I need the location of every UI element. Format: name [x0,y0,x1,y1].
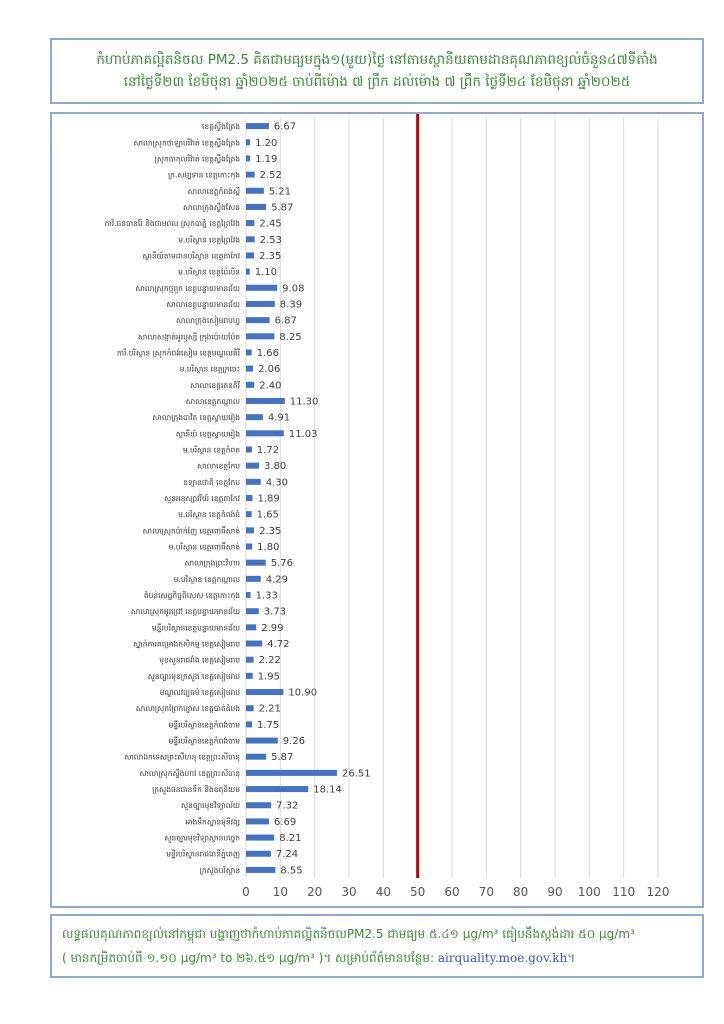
website-link[interactable]: airquality.moe.gov.kh [437,951,568,965]
x-tick-label: 20 [307,885,323,899]
value-label: 1.19 [255,153,278,165]
value-label: 1.72 [256,444,280,456]
bar [246,689,283,695]
value-label: 2.45 [259,218,282,230]
category-label: ឧទ្យានជាតិ ខេត្តកែប [183,477,240,487]
category-label: មន្ទីរបរិស្ថានខេត្តកំពង់ចាម [168,720,240,730]
value-label: 1.10 [254,267,278,279]
bar [246,366,253,372]
category-label: ម.បរិស្ថាន ខេត្តកណ្ដាល [173,574,240,584]
bar [246,139,250,145]
category-label: ខេត្តស្ទឹងត្រែង [202,122,240,132]
value-label: 7.24 [275,849,299,861]
bar [246,560,266,566]
bar [246,608,259,614]
x-tick-label: 40 [375,885,391,899]
value-label: 26.51 [342,768,371,780]
bar [246,236,255,242]
category-label: ម.បរិស្ថាន ខេត្តពោធិ៍សាត់ [168,542,240,552]
category-label: ម.បរិស្ថាន ខេត្តព្រៃវែង [178,235,240,245]
bar [246,398,285,404]
bar [246,479,261,485]
bar [246,818,269,824]
bar [246,835,274,841]
bar [246,155,250,161]
bar [246,705,254,711]
value-label: 2.06 [258,364,281,376]
category-label: ស្រុកបាកុលរិវ៉ាត់ ខេត្តស្ទឹងត្រែង [154,154,240,164]
value-label: 2.22 [258,655,281,667]
category-label: សាលាខេត្តកំពង់ស្ពឺ [187,186,240,196]
bar [246,172,255,178]
bar [246,188,264,194]
x-tick-label: 10 [272,885,288,899]
category-label: មន្ទីរបរិស្ថានរាជធានីភ្នំពេញ [166,849,240,859]
category-label: សាលាក្រុងបាវិត ខេត្តស្វាយរៀង [152,413,240,423]
value-label: 4.29 [265,574,288,586]
value-label: 2.40 [259,380,282,392]
x-tick-label: 100 [577,885,601,899]
value-label: 2.52 [259,170,282,182]
pm25-bar-chart [52,114,702,906]
bar [246,301,275,307]
category-label: តំបន់សេដ្ឋកិច្ចពិសេស ខេត្តកោះកុង [143,591,240,601]
category-label: សាលាស្រុកប៉ាក់ញៃ ខេត្តពោធិ៍សាត់ [142,526,240,536]
bar [246,624,256,630]
category-label: ម.បរិស្ថាន ខេត្តកំពង់ធំ [178,510,240,520]
value-label: 5.87 [271,752,294,764]
value-label: 1.95 [257,671,280,683]
value-label: 8.25 [279,331,302,343]
category-label: សាលាក្រុងស្ទឹងសែន [183,202,240,212]
x-tick-label: 60 [444,885,460,899]
bar [246,544,252,550]
x-tick-label: 70 [478,885,494,899]
category-label: សាលាស្រុកថ្មពួក ខេត្តបន្ទាយមានជ័យ [135,283,240,293]
summary-range-text: ( មានកម្រិតចាប់ពី ១.១០ µg/m³ to ២៦.៥១ µg/m³ )។ សម្រាប់ព័ត៌មានបន្ថែម: [62,951,435,965]
category-label: ក្រ.សម្បទាន ខេត្តកោះកុង [167,170,240,180]
bar [246,511,252,517]
category-label: សាលាខេត្តកណ្ដាល [185,396,240,406]
chart-title-line1: កំហាប់ភាគល្អិតនិចល PM2.5 គិតជាមធ្យមក្នុង១(មួយ)ថ្ងៃ នៅតាមស្ថានីយតាមដានគុណភាពខ្យល់ចំនួន៤៧ទីតាំង [96,52,658,68]
category-label: សួនច្បារមុខក្រសួង ខេត្តសៀមរាប [147,671,240,681]
value-label: 2.99 [261,622,284,634]
category-label: ម.បរិស្ថាន ខេត្តប៉ៃលិន [178,267,240,277]
category-label: មន្ទីរបរិស្ថានខេត្តបន្ទាយមានជ័យ [151,623,240,633]
bar [246,592,251,598]
x-tick-label: 80 [513,885,529,899]
value-label: 10.90 [288,687,318,699]
category-label: សាលាស្រុកព្រៃកប្បាស ខេត្តបាត់ដំបង [135,704,240,714]
summary-end-mark: ។ [567,951,576,965]
value-label: 1.33 [255,590,278,602]
bar [246,333,274,339]
value-label: 5.21 [268,186,292,198]
value-label: 2.53 [259,234,282,246]
bar [246,721,252,727]
category-label: សាលាស្រុកអូរជ្រៅ ខេត្តបន្ទាយមានជ័យ [130,607,240,617]
bar [246,430,284,436]
category-label: សាលាក្រុងសៀមរាបហ្វ [176,316,240,326]
bar [246,252,254,258]
category-label: ក្រសួងធនធានទឹក និងឧតុនិយម [152,785,240,795]
category-label: សួនអនុស្សាវរីយ៍ ខេត្តតាកែវ [164,494,240,503]
value-label: 5.76 [270,558,294,570]
summary-line1: លទ្ធផលគុណភាពខ្យល់នៅកម្ពុជា បង្ហាញថាកំហាប់ភាគល្អិតនិចលPM2.5 ជាមធ្យម ៥.៤១ µg/m³ ធៀបនឹងស្តង់ដារ ៥០ µg/m³ [62,927,635,941]
value-label: 8.39 [279,299,303,311]
bar [246,802,271,808]
x-tick-label: 0 [242,885,250,899]
chart-title-line2: នៅថ្ងៃទី២៣ ខែមិថុនា ឆ្នាំ២០២៥ ចាប់ពីម៉ោង ៧ ព្រឹក ដល់ម៉ោង ៧ ព្រឹក ថ្ងៃទី២៤ ខែមិថុនា ឆ្នាំ២០២៥ [123,74,631,90]
category-label: ការិ.ធនធានរ៉ែ និងថាមពល ស្រុកបាភ្នំ ខេត្តព្រៃវែង [104,219,240,229]
category-label: មុខសួនរាជវាំង ខេត្តសៀមរាប [159,655,240,665]
bar [246,382,254,388]
bar [246,414,263,420]
category-label: សួនច្បារមុខវិទ្យាល័យ [181,801,240,811]
value-label: 8.21 [279,833,302,845]
value-label: 1.65 [256,509,279,521]
bar [246,220,254,226]
value-label: 3.73 [263,606,287,618]
bar [246,867,275,873]
category-label: សាលាឯកទេសព្រះសីហនុ ខេត្តព្រះសីហនុ [124,752,240,762]
category-label: សាលាស្រុកស្ទឹងហាវ ខេត្តព្រះសីហនុ [139,768,240,778]
bar [246,673,253,679]
value-label: 6.69 [273,816,297,828]
value-label: 8.55 [280,865,303,877]
summary-footer [50,914,704,978]
chart-title-box [50,38,704,104]
x-tick-label: 30 [341,885,357,899]
value-label: 2.35 [259,250,282,262]
bar [246,657,254,663]
bar [246,269,250,275]
bar [246,204,266,210]
value-label: 2.35 [259,525,282,537]
value-label: 4.72 [267,639,290,651]
value-label: 9.08 [282,283,305,295]
category-label: សាលាខេត្តរតនគិរី [190,380,240,390]
value-label: 7.32 [276,800,299,812]
category-label: អាងទឹកស្ពានមុនីវង្ស [185,817,240,827]
bar [246,851,271,857]
value-label: 2.21 [258,703,281,715]
bar [246,527,254,533]
bar [246,738,278,744]
category-label: សួនច្បារមុខវិទ្យាស្ថានបច្ចេក [164,833,240,843]
category-label: មណ្ឌលវប្បធម៌ ខេត្តសៀមរាប [159,688,240,698]
value-label: 1.75 [257,719,280,731]
category-label: ក្រសួងបរិស្ថាន [199,865,240,875]
bar [246,349,252,355]
chart-area [50,112,704,908]
value-label: 18.14 [313,784,342,796]
value-label: 1.66 [256,347,279,359]
value-label: 11.30 [289,396,319,408]
bar [246,576,261,582]
value-label: 1.89 [257,493,280,505]
category-label: សាលាខេត្តកែប [197,461,240,471]
category-label: ស្នាក់ការគម្រោងកសិកម្ម ខេត្តសៀមរាប [133,639,240,649]
bar [246,770,337,776]
value-label: 9.26 [282,736,306,748]
bar [246,446,252,452]
category-label: មន្ទីរបរិស្ថានខេត្តកំពង់ចាម [168,736,240,746]
category-label: សាលាស្រុកថាឡាបរិវ៉ាត់ ខេត្តស្ទឹងត្រែង [133,138,240,148]
x-tick-label: 50 [410,885,426,899]
value-label: 5.87 [271,202,294,214]
category-label: ម.បរិស្ថាន ខេត្តក្រចេះ [179,364,240,374]
value-label: 11.03 [288,428,318,440]
value-label: 6.67 [273,121,297,133]
bar [246,495,252,501]
category-label: ម.បរិស្ថាន ខេត្តកំពត [182,445,240,455]
bar [246,285,277,291]
bar [246,123,269,129]
bar [246,317,270,323]
value-label: 1.20 [255,137,278,149]
value-label: 6.87 [274,315,297,327]
category-label: ស្ថានីយ៍ ខេត្តស្វាយរៀង [175,429,240,439]
category-label: ស្ថានីយ៍តាមដានបរិស្ថាន ខេត្តតាកែវ [142,251,240,261]
value-label: 3.80 [264,461,287,473]
value-label: 4.91 [267,412,291,424]
bar [246,641,262,647]
bar [246,754,266,760]
x-tick-label: 120 [646,885,670,899]
category-label: សាលាខេត្តបន្ទាយមានជ័យ [166,299,240,309]
category-label: សាលាសង្កាត់អូរឫស្សី ក្រុងប៉ោយប៉ែត [137,332,240,342]
value-label: 4.30 [265,477,289,489]
x-tick-label: 110 [612,885,636,899]
bar [246,786,308,792]
value-label: 1.80 [257,542,280,554]
category-label: សាលាក្រុងព្រះវិហារ [184,558,240,568]
summary-line2 [62,946,692,970]
bar [246,463,259,469]
category-label: ការិ.បរិស្ថាន ស្រុកកំពង់សៀម ខេត្តមណ្ឌលគិរី [116,348,240,358]
x-tick-label: 90 [547,885,563,899]
